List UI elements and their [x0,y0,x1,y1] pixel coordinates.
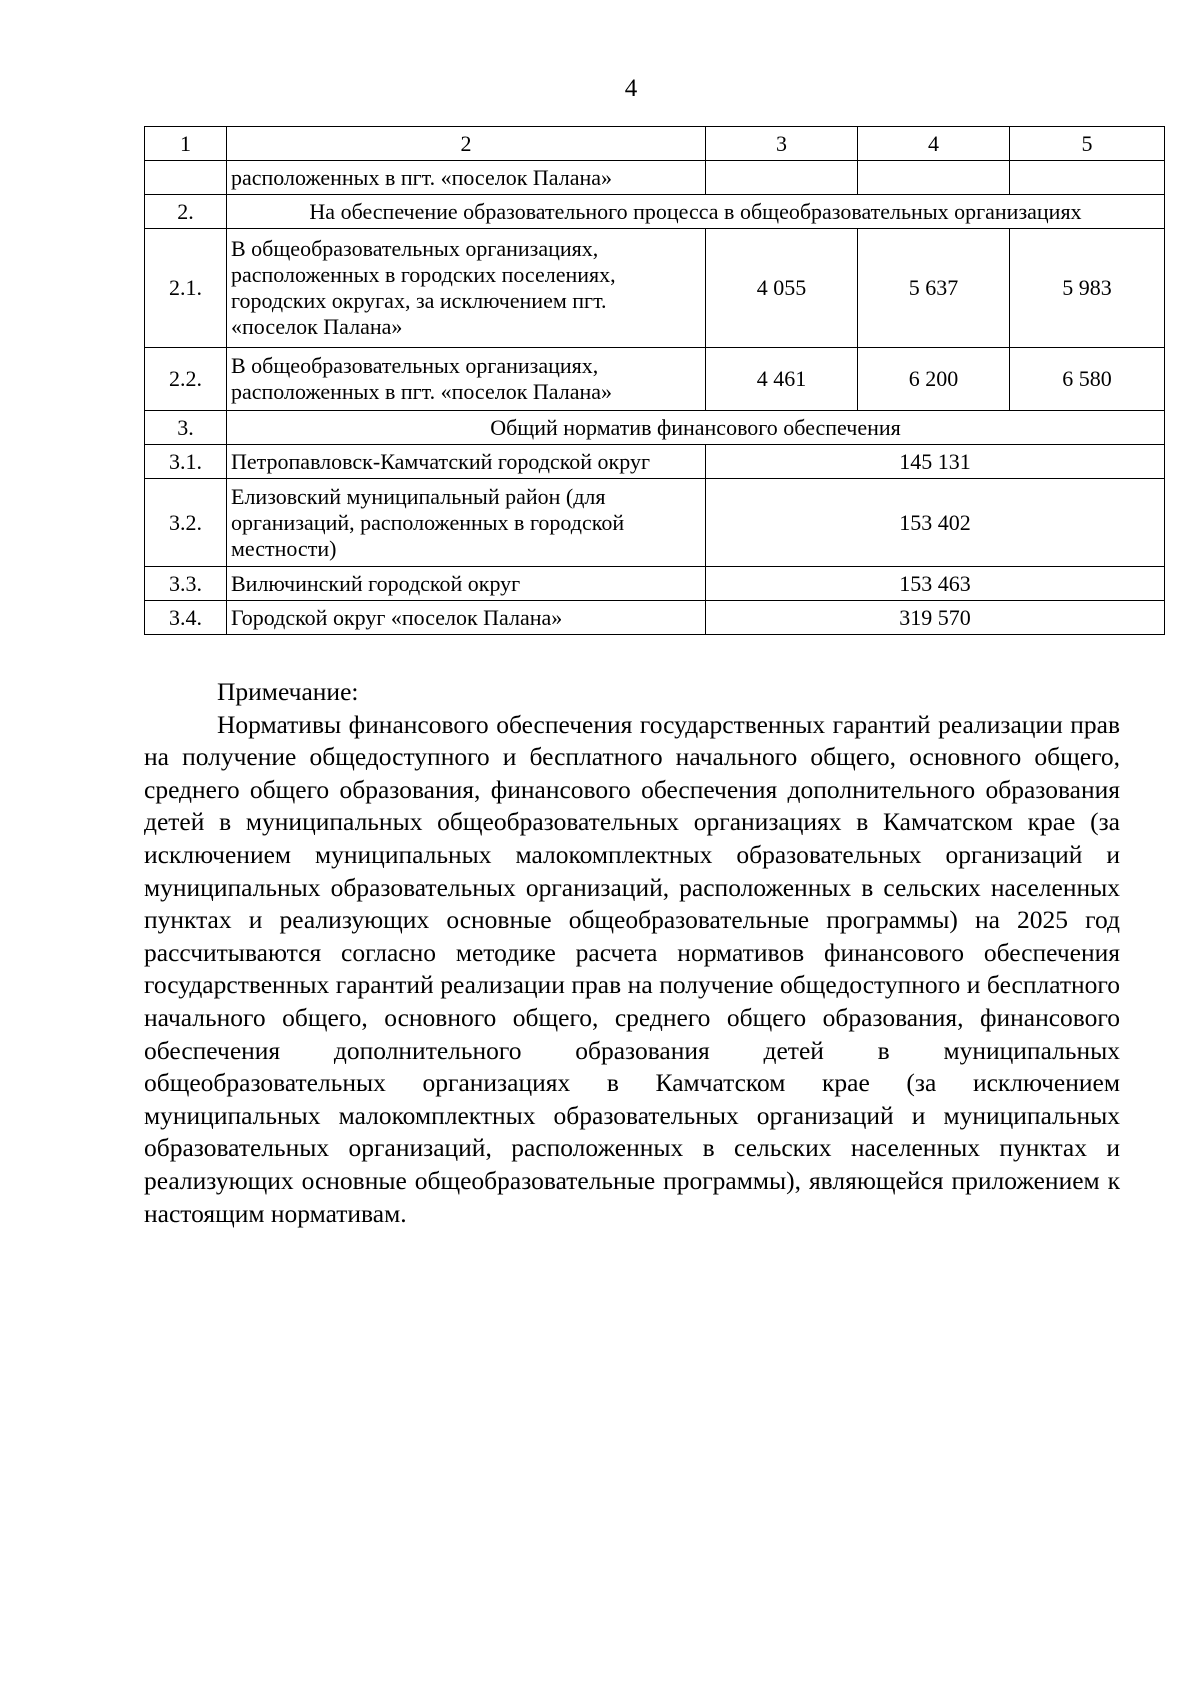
header-col-4: 4 [858,127,1010,161]
table-row-3-3 [145,567,1165,601]
table-row-3-2 [145,479,1165,567]
row-value-col-3: 4 055 [706,229,858,348]
row-value-empty [706,161,858,195]
row-value-col-5: 6 580 [1010,348,1165,411]
row-description: Городской округ «поселок Палана» [227,601,706,635]
section-number: 3. [145,411,227,445]
row-description [227,348,706,411]
description-line: расположенных в городских поселениях, [231,262,616,287]
row-description: расположенных в пгт. «поселок Палана» [227,161,706,195]
row-number: 2.2. [145,348,227,411]
row-description [227,479,706,567]
table-row-2-1 [145,229,1165,348]
row-number: 3.3. [145,567,227,601]
row-number: 3.2. [145,479,227,567]
description-line: «поселок Палана» [231,314,403,339]
header-col-3: 3 [706,127,858,161]
row-number: 3.4. [145,601,227,635]
description-line: расположенных в пгт. «поселок Палана» [231,379,613,404]
note-block [144,676,1120,1230]
description-line: местности) [231,535,337,561]
row-value-col-4: 5 637 [858,229,1010,348]
description-line: В общеобразовательных организациях, [231,236,599,261]
row-value-col-4: 6 200 [858,348,1010,411]
table-row-3-1 [145,445,1165,479]
note-text: Нормативы финансового обеспечения государственных гарантий реализации прав на получение общедоступного и бесплатного начального общего, основного общего, среднего общего образования, финансового обеспечения дополнительного образования детей в муниципальных общеобразовательных организациях в Камчатском крае (за исключением муниципальных малокомплектных образовательных организаций и муниципальных образовательных организаций, расположенных в сельских населенных пунктах и реализующих основные общеобразовательные программы) на 2025 год рассчитываются согласно методике расчета нормативов финансового обеспечения государственных гарантий реализации прав на получение общедоступного и бесплатного начального общего, основного общего, среднего общего образования, финансового обеспечения дополнительного образования детей в муниципальных общеобразовательных организациях в Камчатском крае (за исключением муниципальных малокомплектных образовательных организаций и муниципальных образовательных организаций, расположенных в сельских населенных пунктах и реализующих основные общеобразовательные программы), являющейся приложением к настоящим нормативам. [144,709,1120,1228]
row-total-value: 319 570 [706,601,1165,635]
financing-norms-table [144,126,1165,635]
table-section-2 [145,195,1165,229]
row-description: Вилючинский городской округ [227,567,706,601]
row-value-col-3: 4 461 [706,348,858,411]
row-total-value: 153 402 [706,479,1165,567]
row-description [227,229,706,348]
section-title: На обеспечение образовательного процесса в общеобразовательных организациях [227,195,1165,229]
table-row-2-2 [145,348,1165,411]
header-col-1: 1 [145,127,227,161]
page-number: 4 [624,75,638,102]
row-number [145,161,227,195]
description-line: городских округах, за исключением пгт. [231,288,607,313]
table-header-row [145,127,1165,161]
table-row-3-4 [145,601,1165,635]
row-number: 2.1. [145,229,227,348]
row-value-empty [1010,161,1165,195]
row-number: 3.1. [145,445,227,479]
description-line: В общеобразовательных организациях, [231,353,599,378]
row-total-value: 153 463 [706,567,1165,601]
header-col-5: 5 [1010,127,1165,161]
note-title: Примечание: [217,677,359,706]
row-value-col-5: 5 983 [1010,229,1165,348]
section-number: 2. [145,195,227,229]
row-description: Петропавловск-Камчатский городской округ [227,445,706,479]
table-section-3 [145,411,1165,445]
description-line: организаций, расположенных в городской [231,509,625,535]
description-line: Елизовский муниципальный район (для [231,483,606,509]
row-value-empty [858,161,1010,195]
row-total-value: 145 131 [706,445,1165,479]
table-row-continuation [145,161,1165,195]
header-col-2: 2 [227,127,706,161]
section-title: Общий норматив финансового обеспечения [227,411,1165,445]
